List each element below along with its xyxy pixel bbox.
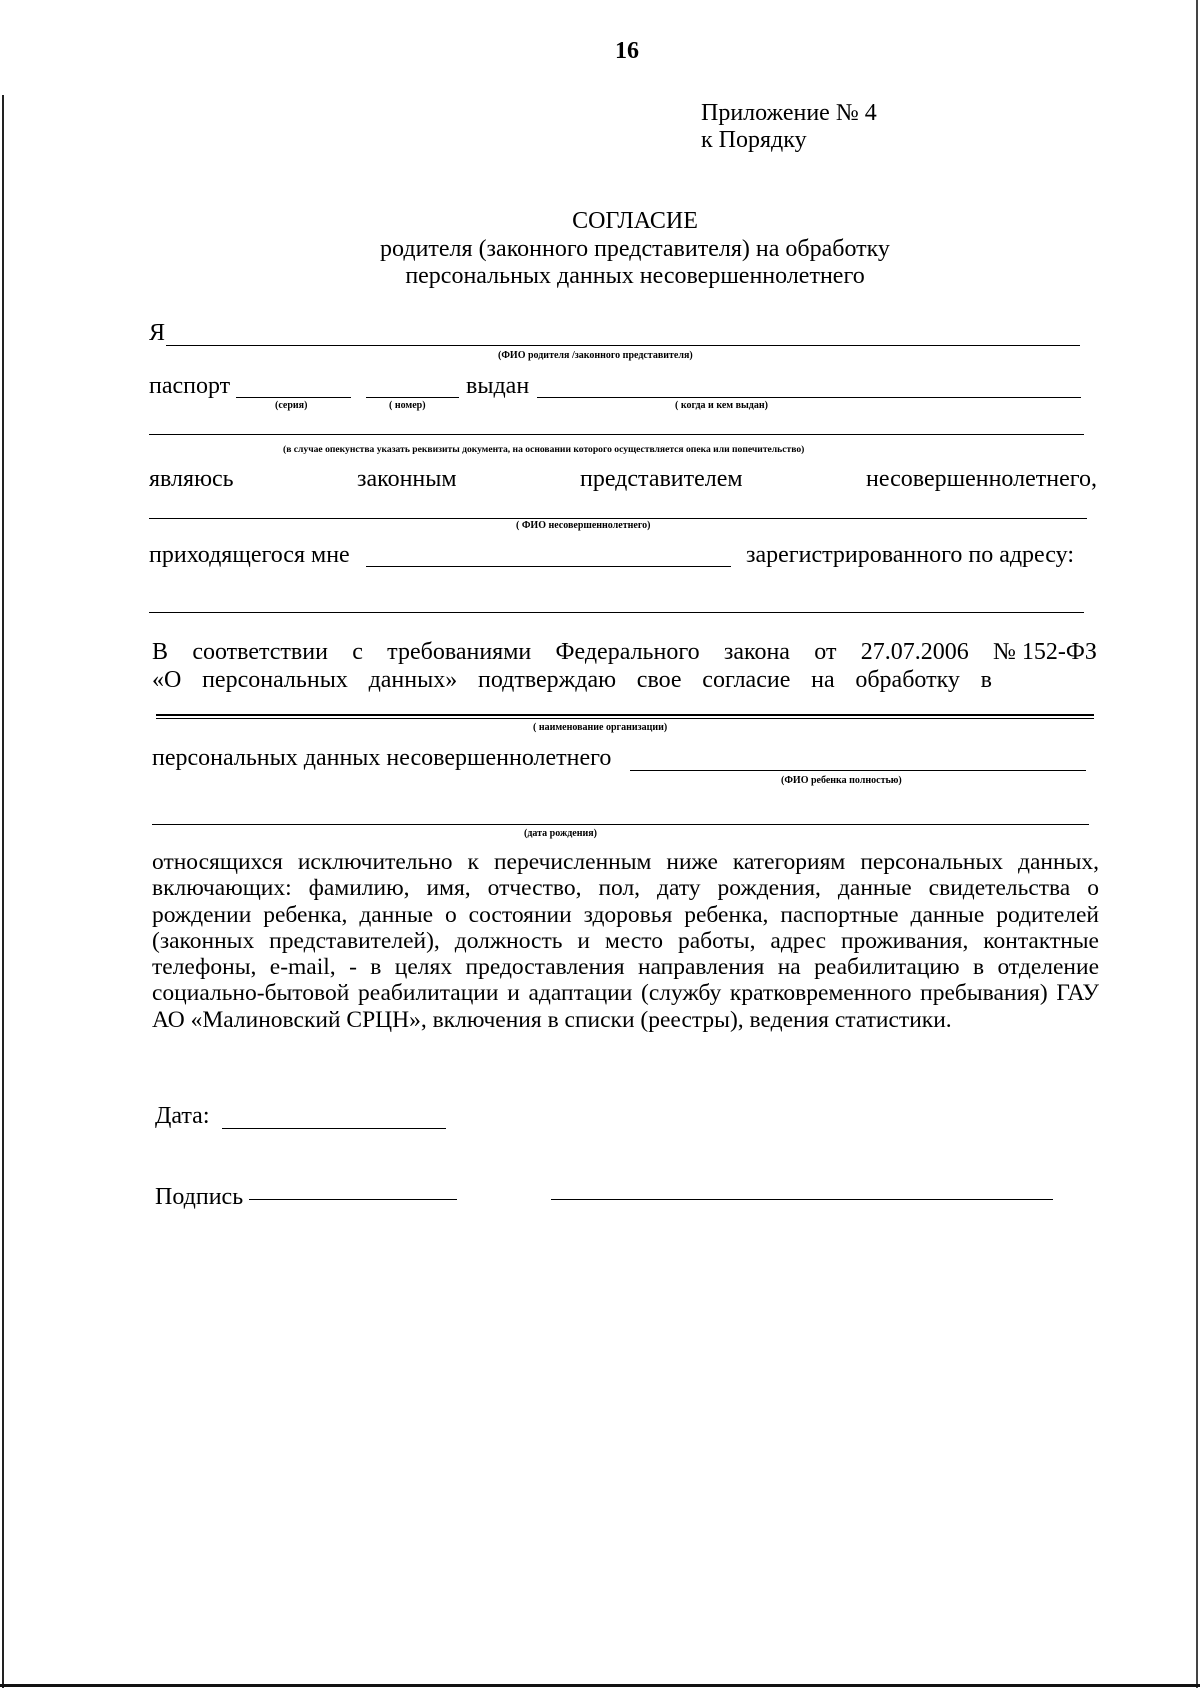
series-hint: (серия) (275, 400, 308, 411)
relation-label: приходящегося мне (149, 542, 350, 568)
law-word: В (152, 639, 169, 665)
parent-fio-field[interactable] (166, 345, 1080, 346)
guardian-document-field[interactable] (149, 434, 1084, 435)
law-word: подтверждаю (477, 667, 617, 693)
number-hint: ( номер) (389, 400, 426, 411)
birth-date-field[interactable] (152, 824, 1089, 825)
signature-field[interactable] (249, 1199, 457, 1200)
date-label: Дата: (155, 1103, 210, 1129)
title-line-2: родителя (законного представителя) на обработку (380, 236, 890, 262)
law-word: обработку (855, 667, 960, 693)
guardian-hint: (в случае опекунства указать реквизиты документа, на основании которого осуществляется опека или попечительство) (283, 444, 805, 455)
law-word: согласие (702, 667, 791, 693)
issued-label: выдан (466, 373, 530, 399)
consent-paragraph: относящихся исключительно к перечисленным ниже категориям персональных данных, включающих: фамилию, имя, отчество, пол, дату рождения, данные свидетельства о рождении ребенка, данные о состоянии здоровья ребенка, паспортные данные родителей (законных представителей), должность и место работы, адрес проживания, контактные телефоны, e-mail, - в целях предоставления направления на реабилитацию в отделение социально-бытовой реабилитации и адаптации (службу кратковременного пребывания) ГАУ АО «Малиновский СРЦН», включения в списки (реестры), ведения статистики. (152, 849, 1099, 1033)
law-word: 27.07.2006 (860, 639, 969, 665)
parent-fio-hint: (ФИО родителя /законного представителя) (498, 350, 693, 361)
address-field[interactable] (149, 612, 1084, 613)
passport-number-field[interactable] (366, 397, 459, 398)
law-word: от (814, 639, 837, 665)
law-row-2 (152, 667, 992, 694)
personal-data-label: персональных данных несовершеннолетнего (152, 745, 612, 771)
minor-fio-hint: ( ФИО несовершеннолетнего) (516, 520, 651, 531)
row-word: являюсь (149, 466, 234, 492)
organization-hint: ( наименование организации) (533, 722, 668, 733)
title-line-3: персональных данных несовершеннолетнего (405, 263, 865, 289)
child-fio-hint: (ФИО ребенка полностью) (781, 775, 902, 786)
law-row-1 (152, 639, 1097, 666)
law-word: Федерального (555, 639, 700, 665)
organization-field[interactable] (156, 714, 1094, 716)
law-word: «О (152, 667, 182, 693)
law-word: № 152-ФЗ (993, 639, 1097, 665)
law-word: на (811, 667, 835, 693)
row-word: законным (357, 466, 457, 492)
law-word: требованиями (387, 639, 532, 665)
scan-edge-left (2, 95, 4, 1688)
signature-label: Подпись (155, 1184, 244, 1210)
child-fio-field[interactable] (630, 770, 1086, 771)
law-word: в (980, 667, 992, 693)
appendix-line-2: к Порядку (701, 127, 807, 153)
law-word: свое (636, 667, 682, 693)
passport-series-field[interactable] (236, 397, 351, 398)
appendix-line-1: Приложение № 4 (701, 100, 877, 126)
minor-fio-field[interactable] (149, 518, 1087, 519)
law-word: закона (723, 639, 790, 665)
i-label: Я (149, 320, 166, 346)
relation-field[interactable] (366, 566, 731, 567)
passport-label: паспорт (149, 373, 231, 399)
signature-name-field[interactable] (551, 1199, 1053, 1200)
date-field[interactable] (222, 1128, 446, 1129)
row-word: несовершеннолетнего, (866, 466, 1097, 492)
page-number: 16 (615, 38, 639, 64)
organization-field-underline (156, 718, 1094, 719)
representative-row (149, 466, 1097, 493)
law-word: персональных (202, 667, 348, 693)
law-word: данных» (368, 667, 458, 693)
row-word: представителем (580, 466, 743, 492)
title-line-1: СОГЛАСИЕ (572, 208, 698, 234)
law-word: соответствии (192, 639, 328, 665)
birth-date-hint: (дата рождения) (524, 828, 597, 839)
issued-hint: ( когда и кем выдан) (675, 400, 768, 411)
registered-label: зарегистрированного по адресу: (746, 542, 1074, 568)
law-word: с (352, 639, 363, 665)
issued-by-field[interactable] (537, 397, 1081, 398)
scan-edge-bottom (0, 1684, 1200, 1687)
